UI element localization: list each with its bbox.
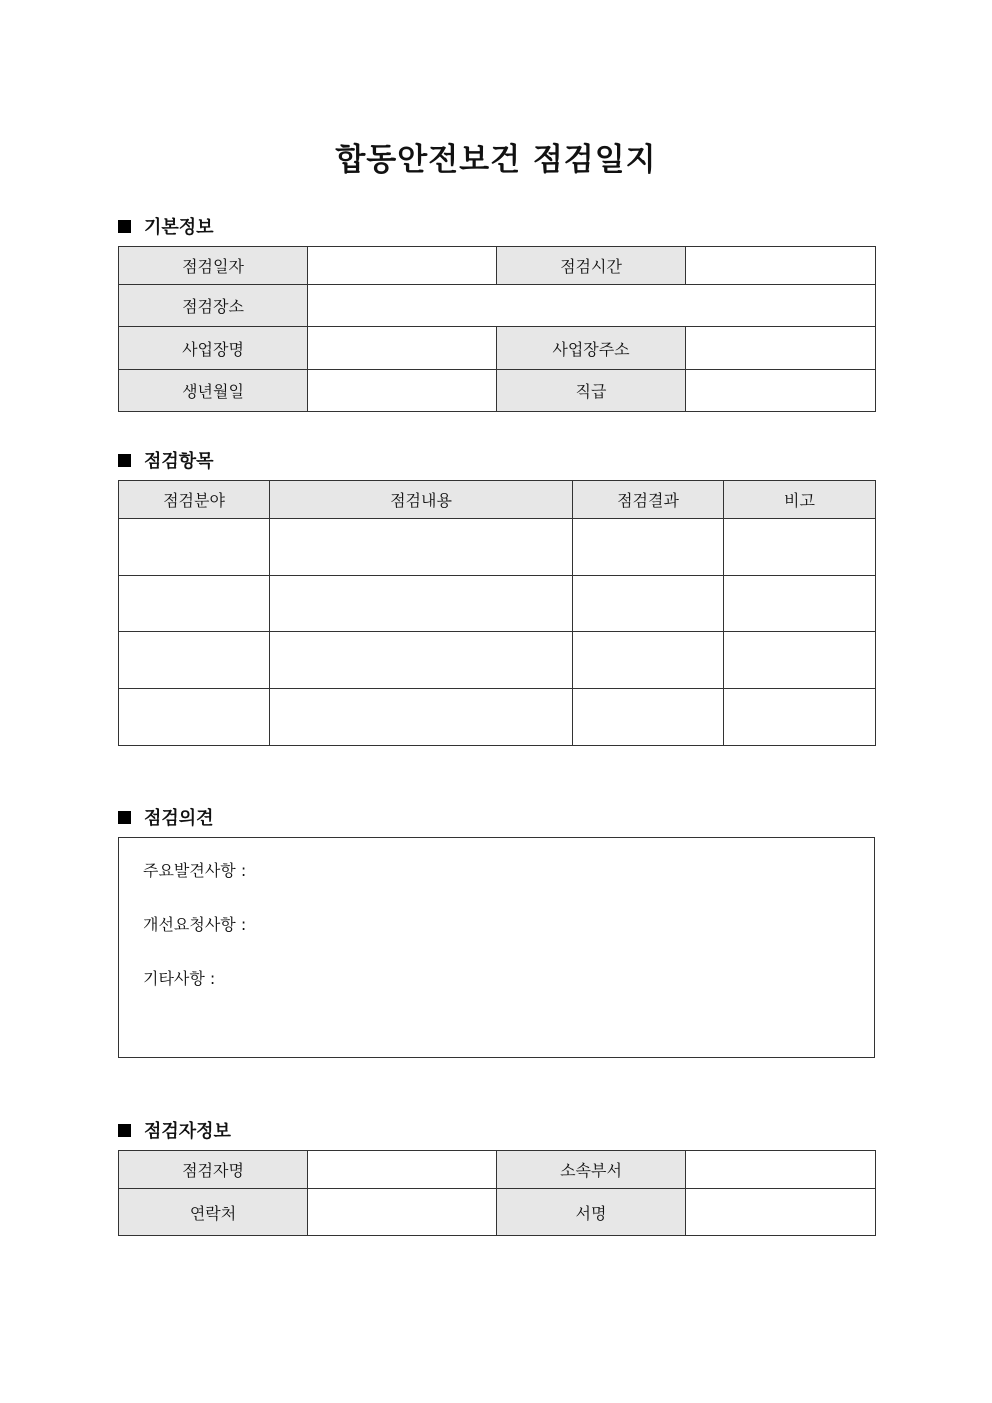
table-cell[interactable] — [119, 632, 270, 689]
label-contact: 연락처 — [119, 1189, 308, 1236]
label-inspector-name: 점검자명 — [119, 1151, 308, 1189]
page-title: 합동안전보건 점검일지 — [335, 142, 657, 178]
label-inspection-date: 점검일자 — [119, 247, 308, 285]
section-heading-label: 점검항목 — [144, 451, 214, 472]
column-header-remarks: 비고 — [724, 481, 876, 519]
table-cell[interactable] — [573, 689, 724, 746]
table-cell[interactable] — [270, 689, 573, 746]
basic-info-table — [118, 246, 876, 412]
field-department[interactable] — [686, 1151, 876, 1189]
label-department: 소속부서 — [497, 1151, 686, 1189]
table-row — [119, 689, 876, 746]
field-inspection-place[interactable] — [308, 285, 876, 327]
label-inspection-time: 점검시간 — [497, 247, 686, 285]
table-cell[interactable] — [573, 632, 724, 689]
square-bullet-icon — [118, 454, 131, 467]
table-row — [119, 632, 876, 689]
section-heading-label: 점검의견 — [144, 808, 214, 829]
square-bullet-icon — [118, 811, 131, 824]
table-cell[interactable] — [724, 519, 876, 576]
label-signature: 서명 — [497, 1189, 686, 1236]
label-inspection-place: 점검장소 — [119, 285, 308, 327]
label-business-name: 사업장명 — [119, 327, 308, 370]
field-inspection-date[interactable] — [308, 247, 497, 285]
table-cell[interactable] — [573, 576, 724, 632]
column-header-field: 점검분야 — [119, 481, 270, 519]
label-position: 직급 — [497, 370, 686, 412]
section-heading-label: 기본정보 — [144, 217, 214, 238]
table-row — [119, 576, 876, 632]
table-cell[interactable] — [573, 519, 724, 576]
table-cell[interactable] — [270, 576, 573, 632]
inspection-items-table — [118, 480, 876, 746]
field-position[interactable] — [686, 370, 876, 412]
table-cell[interactable] — [119, 519, 270, 576]
opinion-improvement-requests: 개선요청사항 : — [143, 915, 247, 934]
field-birth-date[interactable] — [308, 370, 497, 412]
field-inspector-name[interactable] — [308, 1151, 497, 1189]
section-heading-basic-info — [118, 213, 214, 239]
table-row — [119, 519, 876, 576]
column-header-content: 점검내용 — [270, 481, 573, 519]
opinion-box[interactable] — [118, 837, 875, 1058]
section-heading-inspector-info — [118, 1117, 231, 1143]
inspector-info-table — [118, 1150, 876, 1236]
field-business-address[interactable] — [686, 327, 876, 370]
column-header-result: 점검결과 — [573, 481, 724, 519]
section-heading-label: 점검자정보 — [144, 1121, 231, 1142]
field-business-name[interactable] — [308, 327, 497, 370]
table-cell[interactable] — [724, 689, 876, 746]
opinion-other-matters: 기타사항 : — [143, 969, 216, 988]
square-bullet-icon — [118, 220, 131, 233]
table-cell[interactable] — [119, 576, 270, 632]
table-cell[interactable] — [724, 576, 876, 632]
opinion-main-findings: 주요발견사항 : — [143, 861, 247, 880]
label-business-address: 사업장주소 — [497, 327, 686, 370]
field-contact[interactable] — [308, 1189, 497, 1236]
table-cell[interactable] — [119, 689, 270, 746]
field-inspection-time[interactable] — [686, 247, 876, 285]
label-birth-date: 생년월일 — [119, 370, 308, 412]
section-heading-inspection-opinion — [118, 804, 214, 830]
table-cell[interactable] — [270, 632, 573, 689]
table-cell[interactable] — [724, 632, 876, 689]
field-signature[interactable] — [686, 1189, 876, 1236]
section-heading-inspection-items — [118, 447, 214, 473]
square-bullet-icon — [118, 1124, 131, 1137]
table-cell[interactable] — [270, 519, 573, 576]
